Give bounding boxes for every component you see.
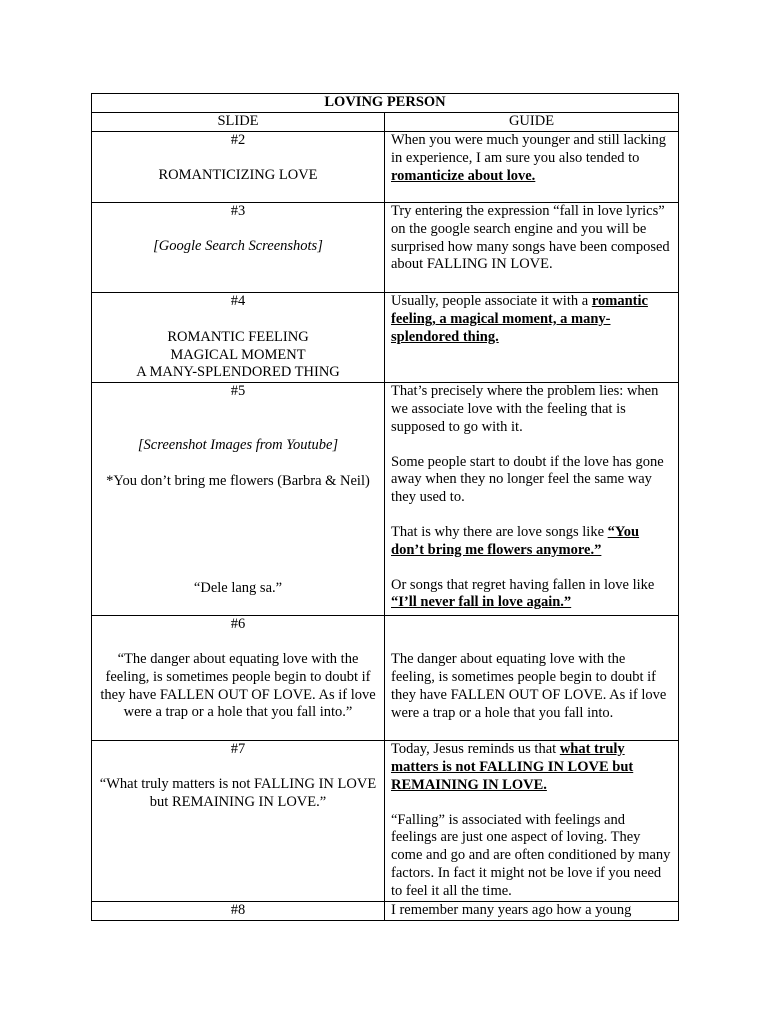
slide-number: #8	[230, 902, 246, 919]
guide-emphasis: “I’ll never fall in love again.”	[391, 594, 572, 611]
guide-paragraph: Some people start to doubt if the love has gone away when they no longer feel the same way they used to.	[391, 453, 664, 506]
guide-paragraph	[391, 524, 672, 560]
table-row	[92, 741, 679, 902]
slide-cell	[92, 203, 385, 293]
slide-text: ROMANTICIZING LOVE	[158, 166, 318, 183]
slide-text: [Google Search Screenshots]	[153, 237, 323, 254]
guide-cell	[385, 383, 679, 616]
guide-emphasis: romanticize about love.	[391, 167, 536, 184]
column-header-guide: GUIDE	[385, 113, 679, 132]
guide-text: That is why there are love songs like	[391, 523, 608, 540]
table-row	[92, 902, 679, 921]
guide-cell	[385, 902, 679, 921]
slide-text: “The danger about equating love with the feeling, is sometimes people begin to doubt if they have FALLEN OUT OF LOVE. As if love were a trap or a hole that you fall into.”	[100, 650, 376, 721]
slide-number: #5	[230, 383, 246, 400]
table-row	[92, 383, 679, 616]
slide-number: #4	[230, 293, 246, 309]
slide-number: #2	[230, 132, 246, 148]
guide-emphasis: what truly matters is not FALLING IN LOVE but REMAINING IN LOVE.	[391, 741, 634, 793]
table-title-row	[92, 94, 679, 113]
slide-line: ROMANTIC FEELING	[167, 328, 309, 345]
slide-line: A MANY-SPLENDORED THING	[136, 364, 340, 381]
slide-cell	[92, 383, 385, 616]
guide-cell	[385, 132, 679, 203]
slide-cell	[92, 132, 385, 203]
guide-cell	[385, 616, 679, 741]
guide-cell	[385, 293, 679, 383]
slide-line: MAGICAL MOMENT	[170, 346, 306, 363]
guide-paragraph	[391, 741, 672, 794]
slide-number: #6	[230, 616, 246, 633]
table-row	[92, 293, 679, 383]
guide-text: Today, Jesus reminds us that	[391, 741, 560, 758]
guide-paragraph: That’s precisely where the problem lies: when we associate love with the feeling that is supposed to go with it.	[391, 383, 659, 435]
slide-cell	[92, 293, 385, 383]
slide-text: *You don’t bring me flowers (Barbra & Neil)	[106, 472, 370, 489]
table-row	[92, 616, 679, 741]
slide-number: #3	[230, 203, 246, 219]
slide-text-quote: “Dele lang sa.”	[193, 579, 283, 596]
guide-text: When you were much younger and still lacking in experience, I am sure you also tended to	[391, 132, 667, 166]
guide-text: Usually, people associate it with a	[391, 293, 592, 309]
guide-cell	[385, 741, 679, 902]
guide-text: Try entering the expression “fall in love lyrics” on the google search engine and you will be surprised how many songs have been composed about FALLING IN LOVE.	[391, 203, 670, 273]
guide-text: The danger about equating love with the feeling, is sometimes people begin to doubt if they have FALLEN OUT OF LOVE. As if love were a trap or a hole that you fall into.	[391, 651, 667, 721]
slide-cell	[92, 616, 385, 741]
table-row	[92, 203, 679, 293]
table-title: LOVING PERSON	[92, 94, 679, 113]
slide-cell	[92, 741, 385, 902]
guide-paragraph	[391, 577, 672, 613]
guide-paragraph: “Falling” is associated with feelings and feelings are just one aspect of loving. They come and go and are often conditioned by many factors. In fact it might not be love if you need to feel it all the time.	[391, 811, 671, 899]
guide-emphasis: “You don’t bring me flowers anymore.”	[391, 523, 640, 558]
guide-emphasis: romantic feeling, a magical moment, a many-splendored thing.	[391, 293, 648, 345]
slide-italic-text: [Screenshot Images from Youtube]	[137, 436, 339, 453]
guide-text: I remember many years ago how a young	[391, 902, 632, 919]
table-header-row	[92, 113, 679, 132]
guide-cell	[385, 203, 679, 293]
slide-number: #7	[230, 741, 246, 758]
guide-text: Or songs that regret having fallen in love like	[391, 576, 655, 593]
loving-person-table	[91, 93, 679, 921]
slide-cell	[92, 902, 385, 921]
table-row	[92, 132, 679, 203]
column-header-slide: SLIDE	[92, 113, 385, 132]
slide-text: “What truly matters is not FALLING IN LOVE but REMAINING IN LOVE.”	[99, 775, 377, 810]
